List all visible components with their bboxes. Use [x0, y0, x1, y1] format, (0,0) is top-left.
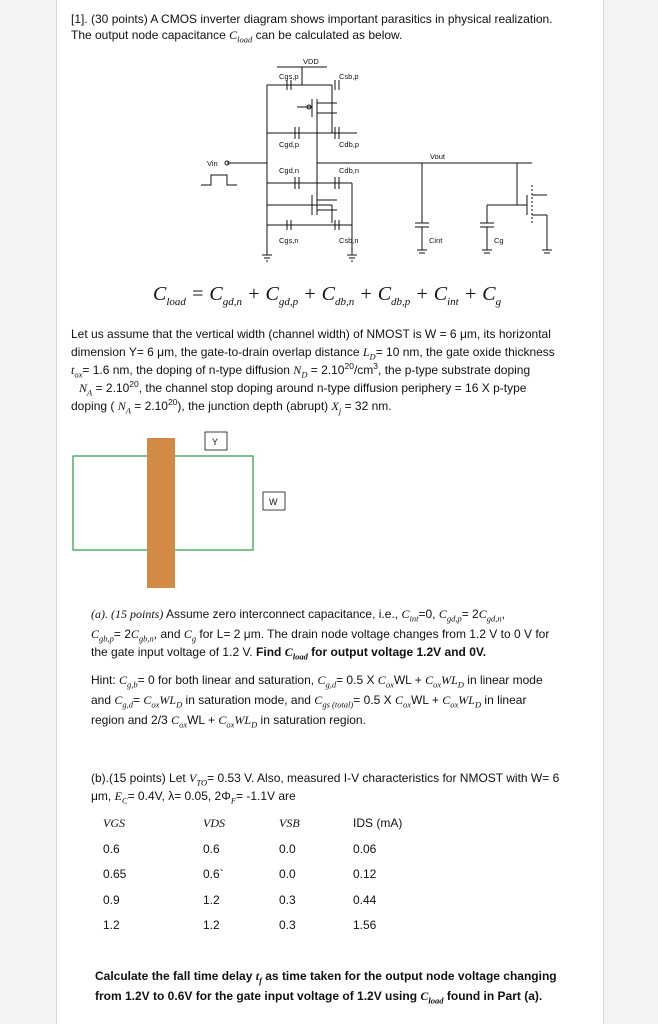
header-vds: VDS: [203, 816, 225, 830]
gate-poly: [147, 438, 175, 588]
assume-line-5: doping ( $N_A = 2.10^{20}$), the junction depth (abrupt) $X_j = 32$ nm.: [71, 397, 392, 416]
document-page: [56, 0, 604, 1024]
part-a-line-3: the gate input voltage of 1.2 V. Find $C_{load}$ for output voltage 1.2V and 0V.: [91, 645, 487, 662]
cmos-inverter-circuit: [187, 55, 587, 265]
table-cell: 0.65: [103, 867, 127, 881]
label-cint: Cint: [429, 236, 443, 245]
assume-line-2: dimension Y= 6 μm, the gate-to-drain overlap distance $L_D= 10$ nm, the gate oxide thickness: [71, 345, 555, 362]
transistor-layout-diagram: [71, 430, 311, 590]
label-cdb-n: Cdb,n: [339, 166, 360, 175]
assume-line-3: $t_{ox}= 1.6$ nm, the doping of n-type diffusion $N_D = 2.10^{20}/cm^3$, the p-type substrate doping: [71, 361, 531, 380]
closing-line-1: Calculate the fall time delay $t_f$ as time taken for the output node voltage changing: [95, 969, 557, 986]
table-cell: 0.06: [353, 842, 377, 856]
cload-equation: $C_{load} = C_{gd,n} + C_{gd,p} + C_{db,n} + C_{db,p} + C_{int} + C_g$: [153, 283, 502, 308]
label-cgd-n: Cgd,n: [279, 166, 300, 175]
w-label: W: [269, 497, 278, 507]
label-csb-p: Csb,p: [339, 72, 359, 81]
closing-line-2: from 1.2V to 0.6V for the gate input voltage of 1.2V using $C_{load}$ found in Part (a).: [95, 989, 543, 1006]
header-vsb: VSB: [279, 816, 300, 830]
table-cell: 0.0: [279, 842, 296, 856]
label-vout: Vout: [430, 152, 446, 161]
problem-title: [1]. (30 points) A CMOS inverter diagram shows important parasitics in physical realization.: [71, 12, 553, 26]
header-vgs: VGS: [103, 816, 125, 830]
label-cdb-p: Cdb,p: [339, 140, 360, 149]
label-csb-n: Csb,n: [339, 236, 359, 245]
table-cell: 1.56: [353, 918, 377, 932]
label-cg: Cg: [494, 236, 504, 245]
part-a-line-2: $C_{gb,p}= 2C_{gb,n}$, and $C_g$ for L= 2 μm. The drain node voltage changes from 1.2 V to 0 V for: [91, 627, 550, 644]
table-cell: 0.9: [103, 893, 120, 907]
part-b-line-1: (b).(15 points) Let $V_{TO}= 0.53$ V. Also, measured I-V characteristics for NMOST with W= 6: [91, 771, 560, 788]
table-cell: 0.12: [353, 867, 377, 881]
part-a-line-1: (a). (15 points) Assume zero interconnect capacitance, i.e., $C_{int}=0$, $C_{gd,p}= 2C_{gd,n}$,: [91, 607, 505, 624]
table-cell: 0.44: [353, 893, 377, 907]
label-cgs-p: Cgs,p: [279, 72, 299, 81]
label-vdd: VDD: [303, 57, 319, 66]
table-cell: 1.2: [103, 918, 120, 932]
table-cell: 0.6`: [203, 867, 224, 881]
hint-line-1: Hint: $C_{g,b}= 0$ for both linear and saturation, $C_{g,d}= 0.5$ X $C_{ox}WL + C_{ox}WL_D$ in linear mode: [91, 673, 543, 690]
header-ids: IDS (mA): [353, 816, 403, 830]
table-cell: 1.2: [203, 918, 220, 932]
hint-line-3: region and 2/3 $C_{ox}WL + C_{ox}WL_D$ in saturation region.: [91, 713, 366, 730]
table-cell: 0.6: [203, 842, 220, 856]
table-cell: 0.3: [279, 893, 296, 907]
hint-line-2: and $C_{g,d}= C_{ox}WL_D$ in saturation mode, and $C_{gs (total)}= 0.5$ X $C_{ox}WL + C_{ox}WL_D$ in linear: [91, 693, 527, 710]
problem-subtitle: The output node capacitance $C_{load}$ can be calculated as below.: [71, 28, 403, 45]
label-cgs-n: Cgs,n: [279, 236, 299, 245]
part-b-line-2: μm, $E_C= 0.4V$, λ= 0.05, $2\Phi_F= -1.1V$ are: [91, 789, 296, 806]
label-vin: Vin: [207, 159, 218, 168]
y-label: Y: [212, 437, 219, 447]
assume-line-4: $N_A = 2.10^{20}$, the channel stop doping around n-type diffusion periphery = 16 X p-type: [79, 379, 527, 398]
table-cell: 0.0: [279, 867, 296, 881]
table-cell: 0.3: [279, 918, 296, 932]
table-cell: 0.6: [103, 842, 120, 856]
table-cell: 1.2: [203, 893, 220, 907]
assume-line-1: Let us assume that the vertical width (channel width) of NMOST is W = 6 μm, its horizontal: [71, 327, 551, 341]
label-cgd-p: Cgd,p: [279, 140, 300, 149]
